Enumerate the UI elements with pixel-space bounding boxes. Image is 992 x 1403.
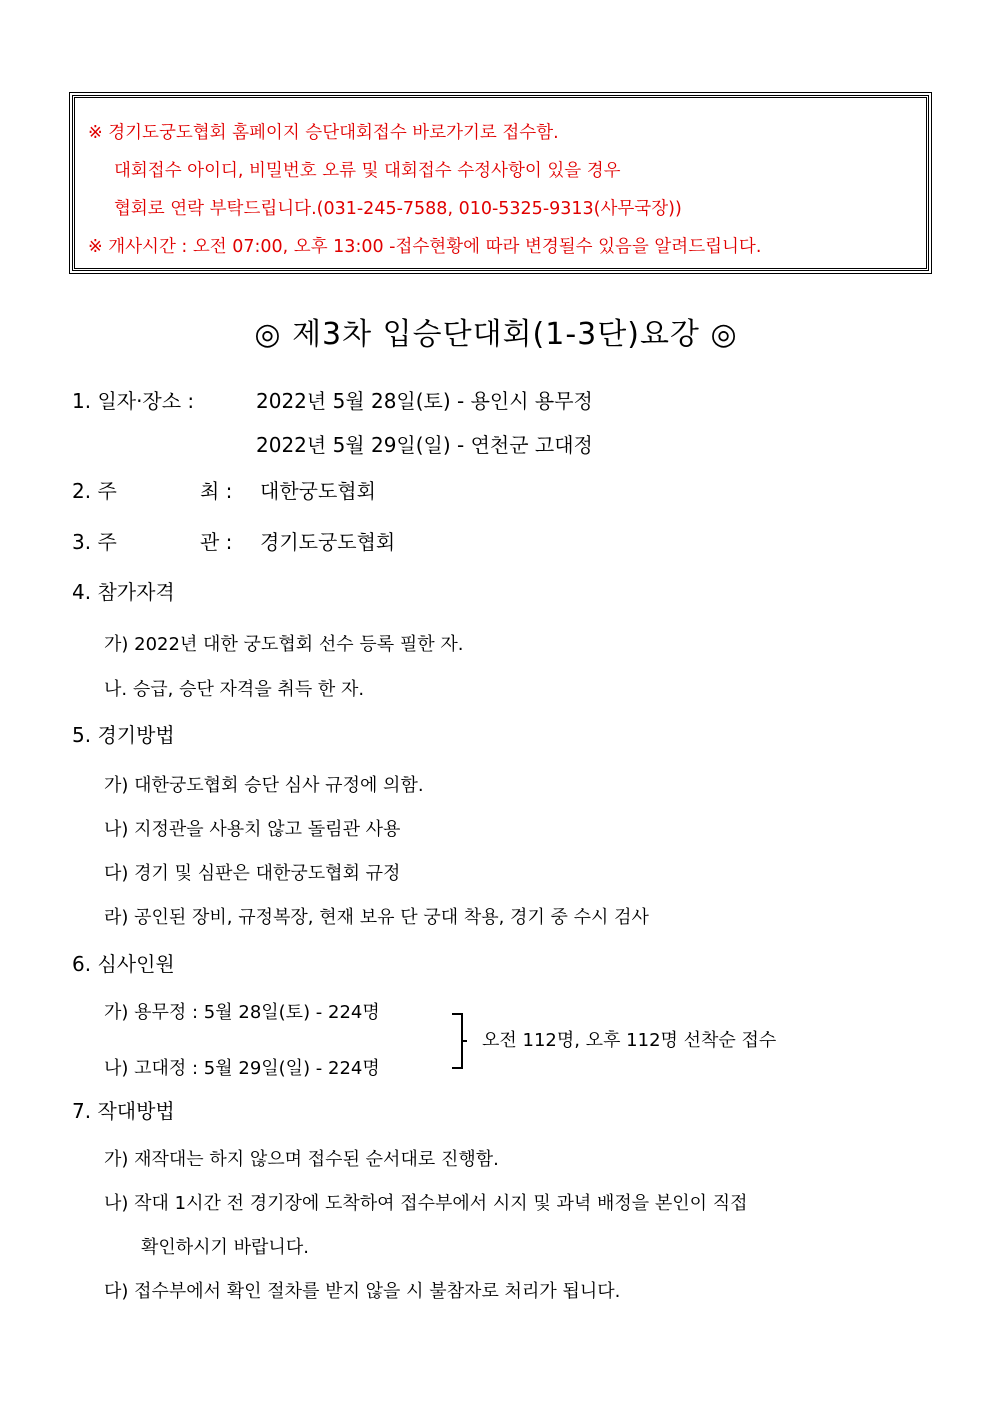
section-5-label: 5. 경기방법 bbox=[72, 723, 175, 747]
notice-line-1: ※ 경기도궁도협회 홈페이지 승단대회접수 바로가기로 접수함. bbox=[88, 123, 559, 143]
section-7-item-2: 나) 작대 1시간 전 경기장에 도착하여 접수부에서 시지 및 과녁 배정을 본인이 직접 bbox=[104, 1193, 748, 1214]
section-7-label: 7. 작대방법 bbox=[72, 1099, 175, 1123]
section-4-item-1: 가) 2022년 대한 궁도협회 선수 등록 필한 자. bbox=[104, 634, 464, 655]
notice-line-2: 대회접수 아이디, 비밀번호 오류 및 대회접수 수정사항이 있을 경우 bbox=[114, 161, 621, 181]
brace-icon bbox=[448, 1012, 468, 1072]
section-6-item-1: 가) 용무정 : 5월 28일(토) - 224명 bbox=[104, 1002, 380, 1023]
section-7-item-2-cont: 확인하시기 바랍니다. bbox=[141, 1237, 309, 1258]
section-6-label: 6. 심사인원 bbox=[72, 952, 175, 976]
notice-line-4: ※ 개사시간 : 오전 07:00, 오후 13:00 -접수현황에 따라 변경될수 있음을 알려드립니다. bbox=[88, 237, 762, 257]
section-2-label-end: 최 : bbox=[200, 479, 233, 503]
page-title: ◎ 제3차 입승단대회(1-3단)요강 ◎ bbox=[254, 317, 738, 352]
section-3-value: 경기도궁도협회 bbox=[260, 530, 396, 554]
section-2-num: 2. 주 bbox=[72, 479, 117, 503]
notice-line-3: 협회로 연락 부탁드립니다.(031-245-7588, 010-5325-9313(사무국장)) bbox=[114, 199, 682, 219]
section-5-item-3: 다) 경기 및 심판은 대한궁도협회 규정 bbox=[104, 863, 401, 884]
section-7-item-1: 가) 재작대는 하지 않으며 접수된 순서대로 진행함. bbox=[104, 1149, 499, 1170]
section-7-item-3: 다) 접수부에서 확인 절차를 받지 않을 시 불참자로 처리가 됩니다. bbox=[104, 1281, 621, 1302]
notice-text bbox=[88, 114, 916, 266]
section-5-item-1: 가) 대한궁도협회 승단 심사 규정에 의함. bbox=[104, 775, 424, 796]
section-3-label-end: 관 : bbox=[200, 530, 233, 554]
section-5-item-4: 라) 공인된 장비, 규정복장, 현재 보유 단 궁대 착용, 경기 중 수시 검사 bbox=[104, 907, 649, 928]
section-2-value: 대한궁도협회 bbox=[260, 479, 376, 503]
section-3-num: 3. 주 bbox=[72, 530, 117, 554]
section-5-item-2: 나) 지정관을 사용치 않고 돌림관 사용 bbox=[104, 819, 401, 840]
section-4-item-2: 나. 승급, 승단 자격을 취득 한 자. bbox=[104, 679, 365, 700]
section-6-note: 오전 112명, 오후 112명 선착순 접수 bbox=[482, 1030, 777, 1051]
section-6-item-2: 나) 고대정 : 5월 29일(일) - 224명 bbox=[104, 1058, 380, 1079]
notice-box bbox=[72, 95, 929, 271]
section-1-label: 1. 일자·장소 : bbox=[72, 389, 195, 413]
section-1-value-2: 2022년 5월 29일(일) - 연천군 고대정 bbox=[256, 433, 593, 457]
section-1-value-1: 2022년 5월 28일(토) - 용인시 용무정 bbox=[256, 389, 593, 413]
section-4-label: 4. 참가자격 bbox=[72, 580, 175, 604]
